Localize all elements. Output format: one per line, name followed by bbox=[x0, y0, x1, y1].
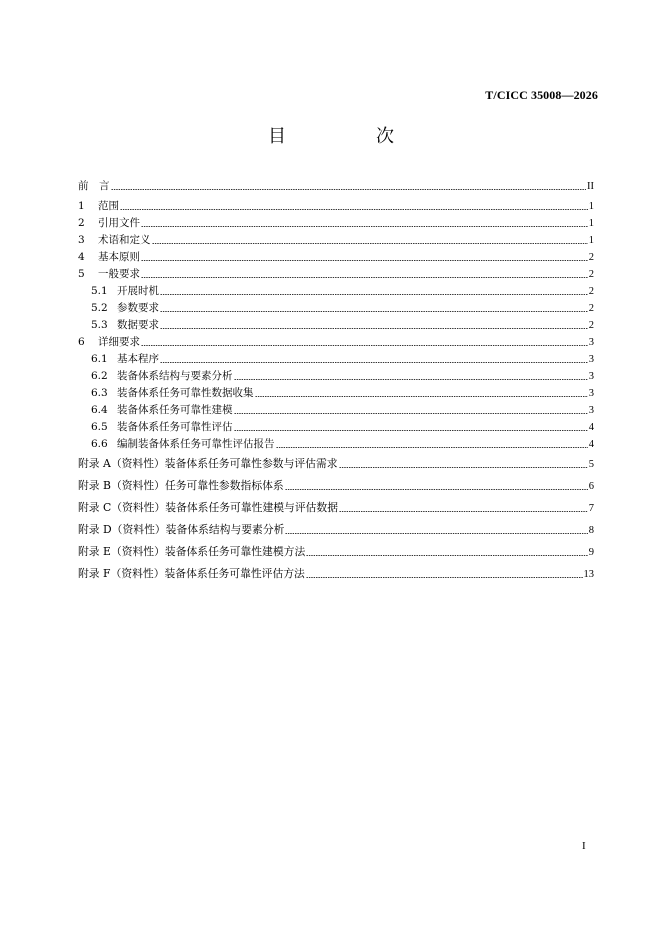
toc-entry-label: 范围 bbox=[98, 200, 119, 212]
toc-entry-label: 引用文件 bbox=[98, 217, 140, 229]
toc-entry-label: 数据要求 bbox=[117, 319, 159, 331]
toc-entry-page: 1 bbox=[588, 201, 594, 212]
toc-entry-number: 5.2 bbox=[91, 302, 108, 314]
toc-entry-page: 1 bbox=[588, 235, 594, 246]
dot-leader bbox=[255, 396, 588, 397]
dot-leader bbox=[141, 345, 588, 346]
toc-entry-label: 附录 E（资料性）装备体系任务可靠性建模方法 bbox=[78, 545, 306, 558]
toc-entry[interactable] bbox=[91, 317, 594, 333]
toc-entry-label: 详细要求 bbox=[98, 336, 140, 348]
toc-entry-number: 6.6 bbox=[91, 438, 108, 450]
toc-entry-page: 6 bbox=[588, 481, 594, 492]
toc-entry-label: 装备体系任务可靠性评估 bbox=[117, 421, 233, 433]
toc-entry-number: 1 bbox=[78, 200, 85, 212]
dot-leader bbox=[152, 243, 588, 244]
toc-entry[interactable] bbox=[78, 266, 594, 282]
toc-entry-label: 附录 D（资料性）装备体系结构与要素分析 bbox=[78, 523, 285, 536]
toc-entry-number: 6.5 bbox=[91, 421, 108, 433]
toc-entry-label: 一般要求 bbox=[98, 268, 140, 280]
dot-leader bbox=[306, 555, 588, 556]
toc-entry[interactable] bbox=[91, 368, 594, 384]
toc-entry-page: 4 bbox=[588, 439, 594, 450]
toc-entry-number: 6.4 bbox=[91, 404, 108, 416]
toc-entry-label: 参数要求 bbox=[117, 302, 159, 314]
toc-entry-number: 6.3 bbox=[91, 387, 108, 399]
toc-entry-label: 开展时机 bbox=[117, 285, 159, 297]
toc-entry[interactable] bbox=[91, 283, 594, 299]
dot-leader bbox=[306, 577, 583, 578]
toc-entry-number: 6.1 bbox=[91, 353, 108, 365]
toc-entry-page: II bbox=[587, 181, 594, 192]
toc-entry[interactable] bbox=[91, 351, 594, 367]
toc-entry[interactable] bbox=[78, 500, 594, 516]
standard-code: T/CICC 35008—2026 bbox=[485, 88, 598, 102]
toc-entry[interactable] bbox=[78, 478, 594, 494]
toc-entry[interactable] bbox=[91, 300, 594, 316]
dot-leader bbox=[285, 489, 588, 490]
toc-entry-label: 装备体系任务可靠性数据收集 bbox=[117, 387, 254, 399]
toc-entry[interactable] bbox=[78, 544, 594, 560]
toc-entry-number: 4 bbox=[78, 251, 85, 263]
toc-entry-page: 2 bbox=[588, 269, 594, 280]
toc-entry[interactable] bbox=[78, 232, 594, 248]
toc-entry-label: 装备体系任务可靠性建模 bbox=[117, 404, 233, 416]
toc-entry-number: 6.2 bbox=[91, 370, 108, 382]
toc-entry-page: 3 bbox=[588, 388, 594, 399]
toc-entry-page: 2 bbox=[588, 286, 594, 297]
toc-entry[interactable] bbox=[78, 522, 594, 538]
toc-entry-label: 附录 A（资料性）装备体系任务可靠性参数与评估需求 bbox=[78, 457, 338, 470]
toc-entry-page: 5 bbox=[588, 459, 594, 470]
dot-leader bbox=[234, 413, 588, 414]
toc-entry-number: 5.3 bbox=[91, 319, 108, 331]
dot-leader bbox=[276, 447, 588, 448]
toc-entry-page: 2 bbox=[588, 252, 594, 263]
toc-entry-label: 术语和定义 bbox=[98, 234, 151, 246]
toc-entry[interactable] bbox=[78, 198, 594, 214]
toc-entry-page: 3 bbox=[588, 371, 594, 382]
toc-entry[interactable] bbox=[91, 385, 594, 401]
toc-entry-page: 8 bbox=[588, 525, 594, 536]
toc-entry[interactable] bbox=[91, 436, 594, 452]
toc-entry-page: 13 bbox=[583, 569, 594, 580]
dot-leader bbox=[285, 533, 587, 534]
toc-entry-page: 3 bbox=[588, 337, 594, 348]
dot-leader bbox=[141, 277, 588, 278]
toc-entry-number: 5.1 bbox=[91, 285, 108, 297]
dot-leader bbox=[339, 467, 588, 468]
toc-entry-number: 5 bbox=[78, 268, 85, 280]
toc-entry[interactable] bbox=[78, 178, 594, 194]
dot-leader bbox=[141, 260, 588, 261]
dot-leader bbox=[160, 311, 588, 312]
toc-entry-number: 6 bbox=[78, 336, 85, 348]
toc-entry-page: 4 bbox=[588, 422, 594, 433]
toc-entry-label: 编制装备体系任务可靠性评估报告 bbox=[117, 438, 275, 450]
dot-leader bbox=[339, 511, 588, 512]
toc-entry-page: 3 bbox=[588, 354, 594, 365]
toc-entry-page: 7 bbox=[588, 503, 594, 514]
toc-entry-label: 基本程序 bbox=[117, 353, 159, 365]
dot-leader bbox=[160, 362, 588, 363]
toc-entry[interactable] bbox=[78, 249, 594, 265]
toc-entry-page: 3 bbox=[588, 405, 594, 416]
toc-entry-page: 9 bbox=[588, 547, 594, 558]
toc-entry-page: 2 bbox=[588, 320, 594, 331]
dot-leader bbox=[234, 379, 588, 380]
toc-entry-page: 1 bbox=[588, 218, 594, 229]
toc-entry[interactable] bbox=[78, 215, 594, 231]
toc-entry-number: 3 bbox=[78, 234, 85, 246]
toc-entry-label: 装备体系结构与要素分析 bbox=[117, 370, 233, 382]
toc-entry-page: 2 bbox=[588, 303, 594, 314]
dot-leader bbox=[141, 226, 588, 227]
toc-entry[interactable] bbox=[78, 456, 594, 472]
dot-leader bbox=[160, 328, 588, 329]
toc-entry[interactable] bbox=[78, 334, 594, 350]
toc-entry[interactable] bbox=[91, 402, 594, 418]
toc-entry-number: 2 bbox=[78, 217, 85, 229]
dot-leader bbox=[111, 189, 587, 190]
toc-entry-label: 附录 C（资料性）装备体系任务可靠性建模与评估数据 bbox=[78, 501, 339, 514]
toc-entry-label: 前 言 bbox=[78, 180, 110, 192]
dot-leader bbox=[234, 430, 588, 431]
toc-entry-label: 附录 F（资料性）装备体系任务可靠性评估方法 bbox=[78, 567, 305, 580]
dot-leader bbox=[120, 209, 588, 210]
toc-entry-label: 附录 B（资料性）任务可靠性参数指标体系 bbox=[78, 479, 284, 492]
toc-entry-label: 基本原则 bbox=[98, 251, 140, 263]
page-number: I bbox=[582, 840, 586, 852]
page-title: 目 次 bbox=[268, 126, 430, 147]
toc-entry[interactable] bbox=[91, 419, 594, 435]
toc-entry[interactable] bbox=[78, 566, 594, 582]
dot-leader bbox=[160, 294, 588, 295]
